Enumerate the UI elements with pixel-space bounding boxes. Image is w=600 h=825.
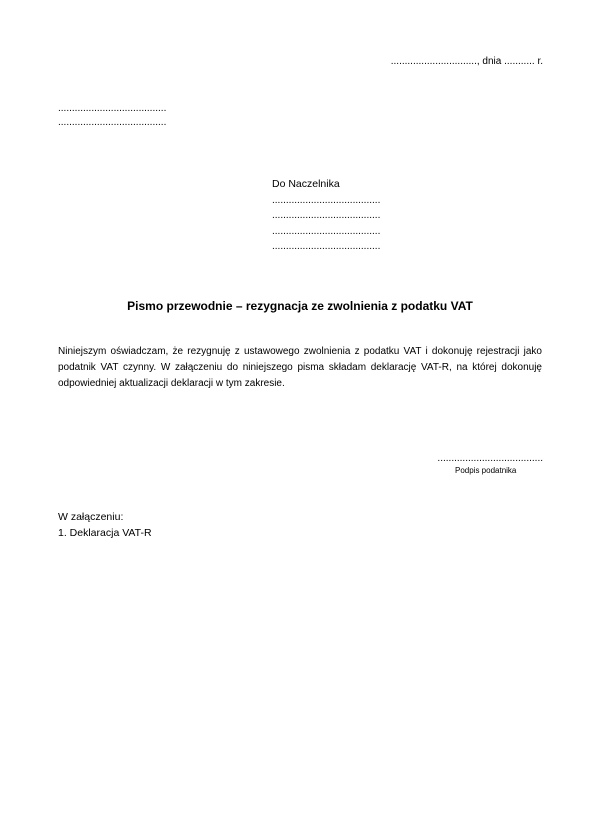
sender-block	[58, 102, 166, 130]
recipient-line-2: .......................................	[272, 210, 381, 221]
signature-label: Podpis podatnika	[455, 466, 517, 475]
place-date-line: ..............................., dnia ........... r.	[390, 56, 543, 67]
letter-title: Pismo przewodnie – rezygnacja ze zwolnienia z podatku VAT	[127, 299, 473, 313]
attachment-item-1: 1. Deklaracja VAT-R	[58, 527, 152, 539]
recipient-line-3: .......................................	[272, 225, 381, 237]
recipient-line-4: .......................................	[272, 241, 381, 252]
letter-body: Niniejszym oświadczam, że rezygnuję z ustawowego zwolnienia z podatku VAT i dokonuję rejestracji jako podatnik VAT czynny. W załączeniu do niniejszego pisma składam deklarację VAT-R, na której dokonuję odpowiedniej aktualizacji deklaracji w tym zakresie.	[58, 346, 542, 389]
recipient-line-1: .......................................	[272, 194, 381, 206]
signature-line: ......................................	[437, 453, 543, 464]
sender-line-1: .......................................	[58, 103, 167, 114]
recipient-heading: Do Naczelnika	[272, 178, 340, 190]
sender-line-2: .......................................	[58, 117, 167, 128]
recipient-block	[272, 177, 380, 255]
attachments-block	[58, 509, 152, 541]
attachments-heading: W załączeniu:	[58, 511, 124, 523]
